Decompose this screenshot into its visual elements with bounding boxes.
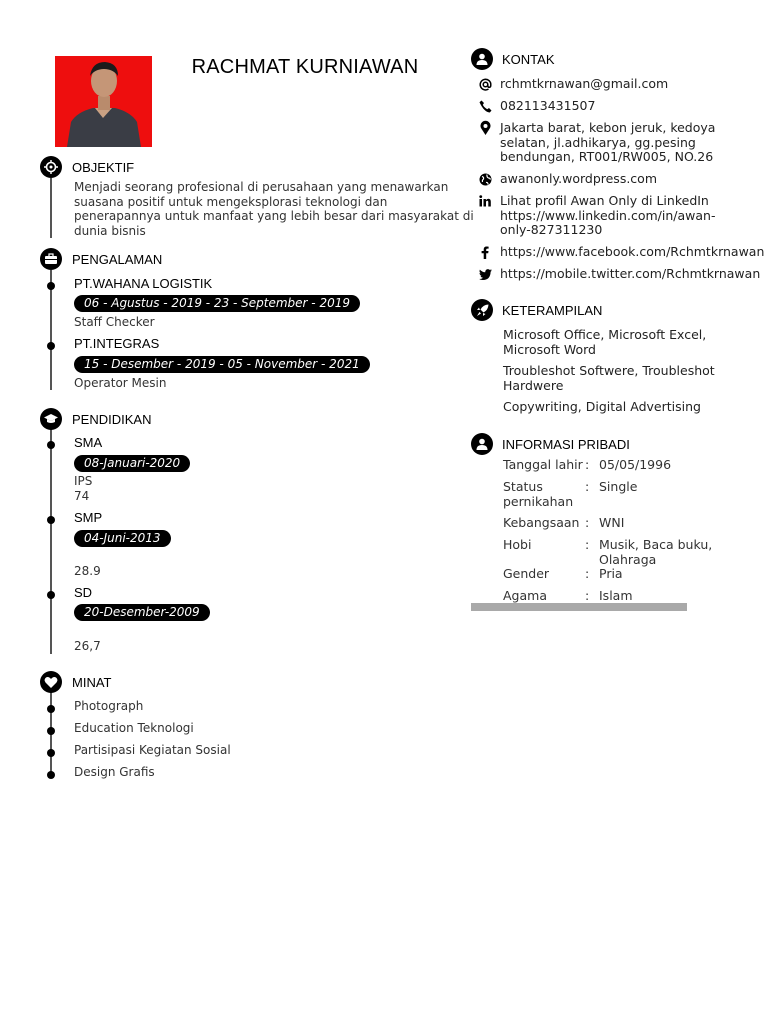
person-icon bbox=[471, 433, 493, 455]
info-colon: : bbox=[585, 537, 590, 552]
contact-website[interactable]: awanonly.wordpress.com bbox=[500, 171, 658, 186]
info-value: WNI bbox=[599, 515, 625, 530]
linkedin-line: Lihat profil Awan Only di LinkedIn bbox=[500, 193, 709, 208]
minat-title: MINAT bbox=[72, 675, 112, 690]
education-major: IPS bbox=[74, 474, 93, 488]
info-label: Gender bbox=[503, 566, 550, 581]
education-date: 08-Januari-2020 bbox=[74, 455, 190, 472]
info-label: Tanggal lahir bbox=[503, 457, 583, 472]
experience-period: 15 - Desember - 2019 - 05 - November - 2021 bbox=[74, 356, 370, 373]
linkedin-line: https://www.linkedin.com/in/awan- bbox=[500, 207, 716, 223]
info-value: Pria bbox=[599, 566, 623, 581]
info-value: 05/05/1996 bbox=[599, 457, 672, 472]
skill-line: Troubleshot Softwere, Troubleshot bbox=[503, 363, 715, 378]
linkedin-line: only-827311230 bbox=[500, 222, 603, 237]
education-score: 28.9 bbox=[74, 564, 101, 578]
interest-item: Design Grafis bbox=[74, 765, 155, 779]
pengalaman-title: PENGALAMAN bbox=[72, 252, 163, 267]
info-value: Islam bbox=[599, 588, 633, 603]
facebook-icon bbox=[478, 245, 492, 259]
person-icon bbox=[471, 48, 493, 70]
address-line: bendungan, RT001/RW005, NO.26 bbox=[500, 149, 714, 164]
briefcase-icon bbox=[40, 248, 62, 270]
profile-photo bbox=[55, 56, 152, 147]
interest-item: Photograph bbox=[74, 699, 144, 713]
education-school: SMA bbox=[74, 435, 103, 450]
info-label: Hobi bbox=[503, 537, 532, 552]
education-score: 26,7 bbox=[74, 639, 101, 653]
experience-role: Staff Checker bbox=[74, 315, 155, 329]
info-label: Kebangsaan bbox=[503, 515, 580, 530]
address-line: Jakarta barat, kebon jeruk, kedoya bbox=[500, 120, 716, 135]
location-pin-icon bbox=[478, 121, 492, 135]
education-school: SD bbox=[74, 585, 93, 600]
contact-facebook[interactable]: https://www.facebook.com/Rchmtkrnawan bbox=[500, 244, 765, 259]
timeline-dot bbox=[47, 749, 55, 757]
skill-item bbox=[503, 400, 718, 415]
education-date: 04-Juni-2013 bbox=[74, 530, 171, 547]
experience-company: PT.INTEGRAS bbox=[74, 336, 160, 351]
contact-phone[interactable]: 082113431507 bbox=[500, 98, 596, 113]
objektif-title: OBJEKTIF bbox=[72, 160, 135, 175]
skill-line: Copywriting, Digital Advertising bbox=[503, 399, 701, 414]
target-icon bbox=[40, 156, 62, 178]
info-colon: : bbox=[585, 515, 590, 530]
objektif-line: dunia bisnis bbox=[74, 223, 146, 238]
at-sign-icon bbox=[478, 77, 492, 91]
info-colon: : bbox=[585, 479, 590, 494]
experience-period: 06 - Agustus - 2019 - 23 - September - 2019 bbox=[74, 295, 360, 312]
pendidikan-title: PENDIDIKAN bbox=[72, 412, 152, 427]
experience-company: PT.WAHANA LOGISTIK bbox=[74, 276, 213, 291]
skill-item bbox=[503, 328, 718, 357]
contact-email[interactable]: rchmtkrnawan@gmail.com bbox=[500, 76, 669, 91]
interest-item: Education Teknologi bbox=[74, 721, 194, 735]
heart-icon bbox=[40, 671, 62, 693]
skill-line: Microsoft Word bbox=[503, 341, 596, 357]
education-date: 20-Desember-2009 bbox=[74, 604, 210, 621]
timeline-dot bbox=[47, 705, 55, 713]
twitter-icon bbox=[478, 267, 492, 281]
interest-item: Partisipasi Kegiatan Sosial bbox=[74, 743, 231, 757]
kontak-title: KONTAK bbox=[502, 52, 555, 67]
objektif-line: penerapannya untuk manfaat yang lebih besar dari masyarakat di bbox=[74, 209, 474, 223]
timeline-dot bbox=[47, 441, 55, 449]
contact-twitter[interactable]: https://mobile.twitter.com/Rchmtkrnawan bbox=[500, 266, 761, 281]
rocket-icon bbox=[471, 299, 493, 321]
linkedin-icon bbox=[478, 194, 492, 208]
timeline-dot bbox=[47, 727, 55, 735]
contact-address bbox=[500, 121, 720, 165]
keterampilan-title: KETERAMPILAN bbox=[502, 303, 603, 318]
applicant-name: RACHMAT KURNIAWAN bbox=[191, 56, 419, 78]
objektif-line: suasana positif untuk mengeksplorasi teknologi dan bbox=[74, 194, 388, 209]
skill-line: Microsoft Office, Microsoft Excel, bbox=[503, 327, 707, 342]
phone-icon bbox=[478, 99, 492, 113]
info-value: Musik, Baca buku, Olahraga bbox=[599, 537, 713, 567]
informasi-title: INFORMASI PRIBADI bbox=[502, 437, 630, 452]
address-line: selatan, jl.adhikarya, gg.pesing bbox=[500, 134, 696, 150]
objektif-timeline-line bbox=[50, 178, 52, 238]
graduation-cap-icon bbox=[40, 408, 62, 430]
contact-linkedin[interactable] bbox=[500, 194, 720, 238]
objektif-text bbox=[74, 180, 474, 238]
info-label: Agama bbox=[503, 588, 547, 603]
globe-icon bbox=[478, 172, 492, 186]
info-colon: : bbox=[585, 566, 590, 581]
timeline-dot bbox=[47, 282, 55, 290]
timeline-dot bbox=[47, 591, 55, 599]
info-label: Status pernikahan bbox=[503, 479, 574, 509]
skill-item bbox=[503, 364, 718, 393]
pendidikan-timeline-line bbox=[50, 428, 52, 654]
timeline-dot bbox=[47, 771, 55, 779]
timeline-dot bbox=[47, 516, 55, 524]
timeline-dot bbox=[47, 342, 55, 350]
education-school: SMP bbox=[74, 510, 103, 525]
info-colon: : bbox=[585, 588, 590, 603]
skill-line: Hardwere bbox=[503, 377, 564, 393]
education-score: 74 bbox=[74, 489, 90, 503]
experience-role: Operator Mesin bbox=[74, 376, 167, 390]
objektif-line: Menjadi seorang profesional di perusahaan yang menawarkan bbox=[74, 180, 449, 194]
info-colon: : bbox=[585, 457, 590, 472]
info-value: Single bbox=[599, 479, 638, 494]
footer-divider-bar bbox=[471, 603, 687, 611]
